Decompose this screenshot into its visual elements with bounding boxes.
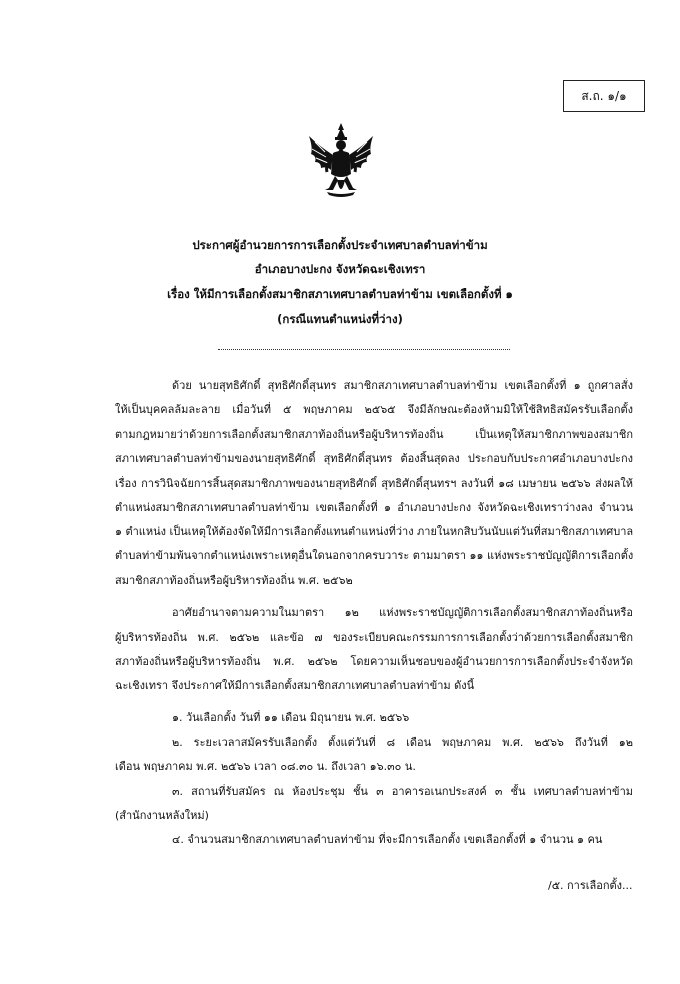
heading-line-2: อำเภอบางปะกง จังหวัดฉะเชิงเทรา bbox=[254, 262, 426, 276]
item-application-period: ๒. ระยะเวลาสมัครรับเลือกตั้ง ตั้งแต่วันที่ ๘ เดือน พฤษภาคม พ.ศ. ๒๕๖๖ ถึงวันที่ ๑๒ bbox=[172, 736, 633, 749]
paragraph-1-line: ด้วย นายสุทธิศักดิ์ สุทธิศักดิ์สุนทร สมาชิกสภาเทศบาลตำบลท่าข้าม เขตเลือกตั้งที่ ๑ ถูกศาลสั่ง bbox=[172, 379, 633, 392]
paragraph-2-line: อาศัยอำนาจตามความในมาตรา ๑๒ แห่งพระราชบัญญัติการเลือกตั้งสมาชิกสภาท้องถิ่นหรือ bbox=[172, 606, 633, 619]
paragraph-2-line: ผู้บริหารท้องถิ่น พ.ศ. ๒๕๖๒ และข้อ ๗ ของระเบียบคณะกรรมการการเลือกตั้งว่าด้วยการเลือกตั้งสมาชิก bbox=[115, 631, 633, 644]
item-election-date: ๑. วันเลือกตั้ง วันที่ ๑๑ เดือน มิถุนายน พ.ศ. ๒๕๖๖ bbox=[172, 711, 410, 724]
paragraph-1-line: ๑ ตำแหน่ง เป็นเหตุให้ต้องจัดให้มีการเลือกตั้งแทนตำแหน่งที่ว่าง ภายในหกสิบวันนับแต่วันที่สมาชิกสภาเทศบาล bbox=[115, 525, 633, 538]
paragraph-1-line: ให้เป็นบุคคลล้มละลาย เมื่อวันที่ ๕ พฤษภาคม ๒๕๖๕ จึงมีลักษณะต้องห้ามมิให้ใช้สิทธิสมัครรับเลือกตั้ง bbox=[115, 403, 633, 416]
heading-line-1: ประกาศผู้อำนวยการการเลือกตั้งประจำเทศบาลตำบลท่าข้าม bbox=[192, 238, 488, 252]
item-application-period-cont: เดือน พฤษภาคม พ.ศ. ๒๕๖๖ เวลา ๐๘.๓๐ น. ถึงเวลา ๑๖.๓๐ น. bbox=[115, 760, 416, 773]
paragraph-1-line: ตามกฎหมายว่าด้วยการเลือกตั้งสมาชิกสภาท้องถิ่นหรือผู้บริหารท้องถิ่น เป็นเหตุให้สมาชิกภาพของสมาชิก bbox=[115, 428, 633, 441]
paragraph-1-line: สภาเทศบาลตำบลท่าข้ามของนายสุทธิศักดิ์ สุทธิศักดิ์สุนทร ต้องสิ้นสุดลง ประกอบกับประกาศอำเภอบางปะกง bbox=[115, 452, 633, 465]
paragraph-1-line: ตำแหน่งสมาชิกสภาเทศบาลตำบลท่าข้าม เขตเลือกตั้งที่ ๑ อำเภอบางปะกง จังหวัดฉะเชิงเทราว่างลง จำนวน bbox=[115, 501, 633, 514]
item-application-location: ๓. สถานที่รับสมัคร ณ ห้องประชุม ชั้น ๓ อาคารอเนกประสงค์ ๓ ชั้น เทศบาลตำบลท่าข้าม bbox=[172, 785, 633, 798]
garuda-emblem-icon bbox=[307, 122, 375, 200]
heading-line-3: เรื่อง ให้มีการเลือกตั้งสมาชิกสภาเทศบาลตำบลท่าข้าม เขตเลือกตั้งที่ ๑ bbox=[167, 287, 513, 301]
dotted-divider bbox=[218, 349, 510, 350]
paragraph-2-line: สภาท้องถิ่นหรือผู้บริหารท้องถิ่น พ.ศ. ๒๕๖๒ โดยความเห็นชอบของผู้อำนวยการการเลือกตั้งประจำจังหวัด bbox=[115, 655, 633, 668]
item-member-count: ๔. จำนวนสมาชิกสภาเทศบาลตำบลท่าข้าม ที่จะมีการเลือกตั้ง เขตเลือกตั้งที่ ๑ จำนวน ๑ คน bbox=[172, 833, 603, 846]
form-code-box bbox=[563, 80, 645, 112]
heading-line-4: (กรณีแทนตำแหน่งที่ว่าง) bbox=[277, 312, 403, 326]
item-application-location-cont: (สำนักงานหลังใหม่) bbox=[115, 809, 209, 822]
paragraph-1-line: เรื่อง การวินิจฉัยการสิ้นสุดสมาชิกภาพของนายสุทธิศักดิ์ สุทธิศักดิ์สุนทรฯ ลงวันที่ ๑๘ เมษายน ๒๕๖๖ ส่งผลให้ bbox=[115, 477, 633, 490]
paragraph-2-line: ฉะเชิงเทรา จึงประกาศให้มีการเลือกตั้งสมาชิกสภาเทศบาลตำบลท่าข้าม ดังนี้ bbox=[115, 679, 475, 692]
paragraph-1-line: สมาชิกสภาท้องถิ่นหรือผู้บริหารท้องถิ่น พ.ศ. ๒๕๖๒ bbox=[115, 574, 353, 587]
continuation-note: /๕. การเลือกตั้ง... bbox=[548, 879, 633, 892]
form-code-label: ส.ถ. ๑/๑ bbox=[581, 88, 627, 103]
paragraph-1-line: ตำบลท่าข้ามพ้นจากตำแหน่งเพราะเหตุอื่นใดนอกจากครบวาระ ตามมาตรา ๑๑ แห่งพระราชบัญญัติการเลือกตั้ง bbox=[115, 549, 633, 562]
